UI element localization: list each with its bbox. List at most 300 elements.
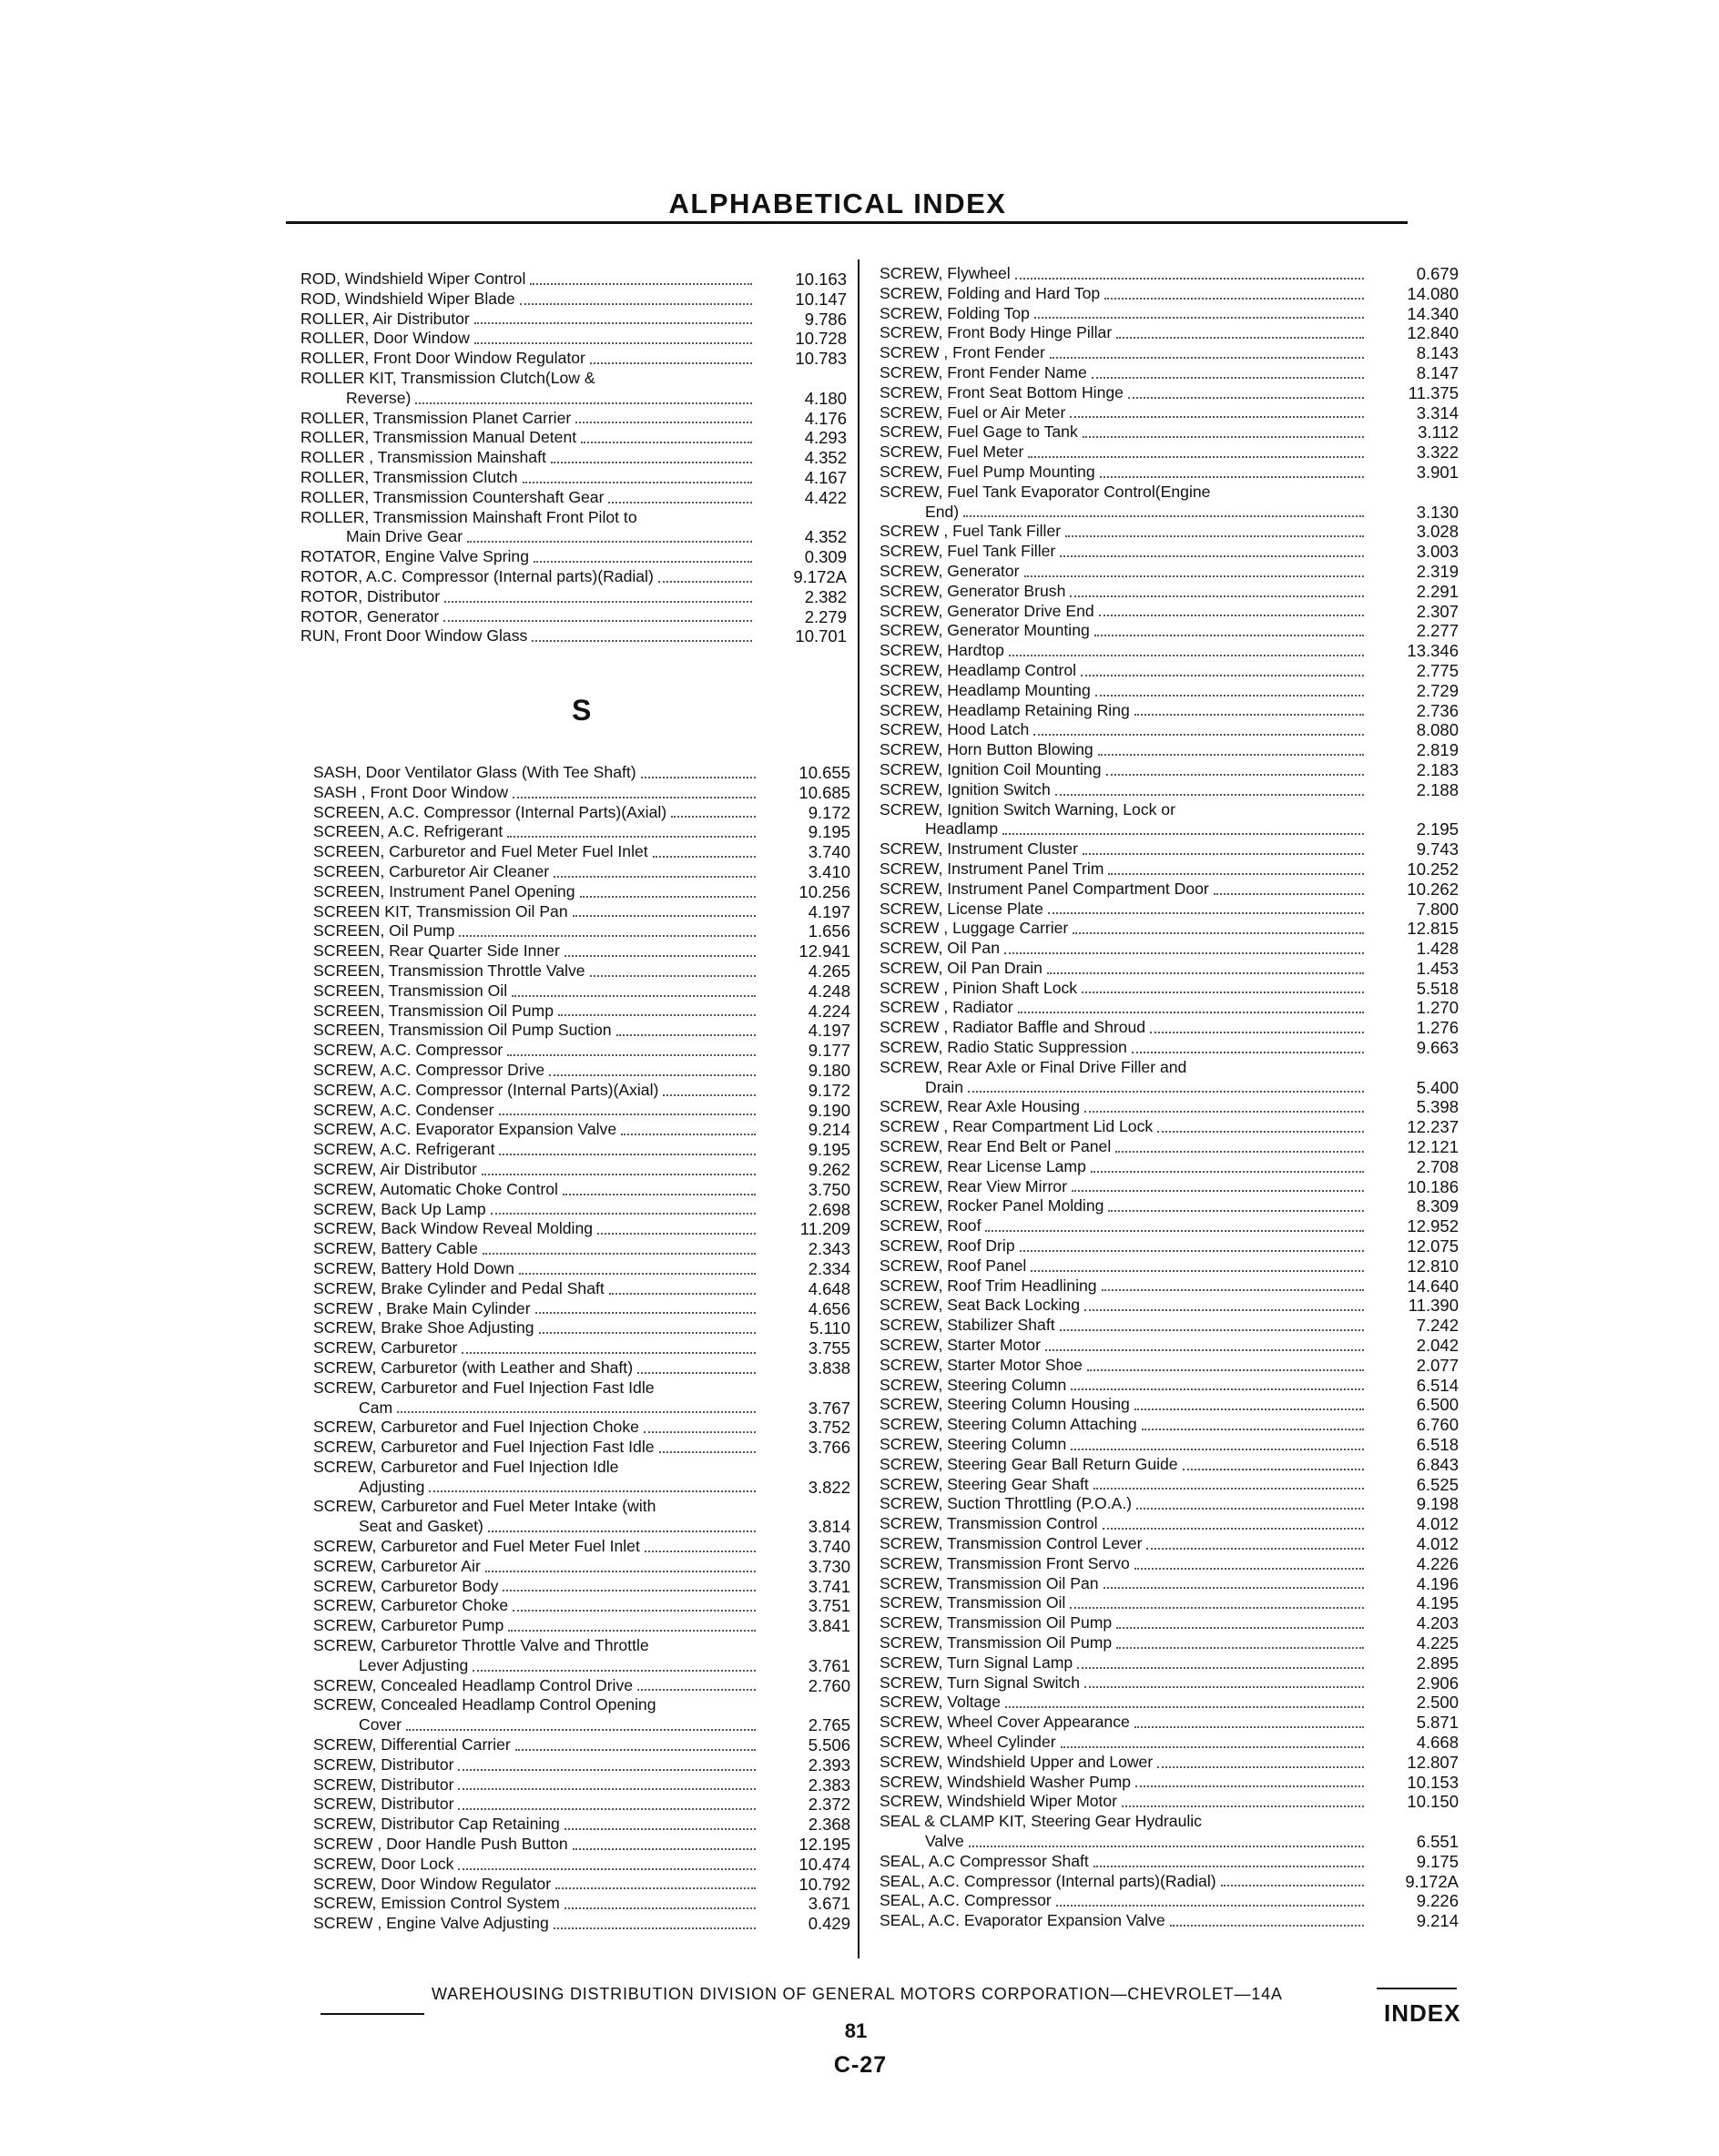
dot-leader [1073,932,1364,934]
index-term: SCREW, Ignition Switch [880,779,1051,798]
index-entry [313,1596,850,1616]
dot-leader [1061,1746,1364,1748]
dot-leader [621,1134,756,1135]
dot-leader [513,797,756,798]
index-term: SCREW, Rear View Mirror [880,1176,1067,1195]
index-entry [313,1894,850,1914]
section-letter: S [572,694,592,727]
dot-leader [575,422,752,423]
dot-leader [644,1431,756,1433]
dot-leader [520,303,752,305]
index-page-ref: 3.822 [808,1477,850,1497]
index-term: SCREW, Carburetor Air [313,1556,481,1575]
index-entry [313,1875,850,1895]
index-entry [313,1695,850,1735]
dot-leader [1106,774,1365,776]
index-page-ref: 8.080 [1416,720,1459,740]
index-page-ref: 6.843 [1416,1454,1459,1474]
index-term: ROTATOR, Engine Valve Spring [300,547,529,566]
dot-leader [1104,298,1364,300]
index-entry [313,882,850,902]
index-term: SCREW, Fuel or Air Meter [880,402,1066,422]
index-term: SCREW, Rear Axle Housing [880,1097,1081,1116]
dot-leader [1157,1766,1364,1768]
index-entry [313,921,850,941]
index-entry [880,740,1459,760]
index-entry [300,270,847,290]
dot-leader [969,1846,1364,1847]
index-entry [313,1755,850,1775]
index-term: ROLLER, Transmission Countershaft Gear [300,487,605,506]
index-page-ref: 6.525 [1416,1474,1459,1494]
index-term: SCREW, License Plate [880,899,1043,918]
index-term: SCREW, Headlamp Retaining Ring [880,700,1130,719]
dot-leader [483,1253,756,1255]
dot-leader [1034,317,1364,319]
index-entry [880,383,1459,403]
index-term: SCREW, Voltage [880,1693,1001,1712]
index-entry [313,1616,850,1636]
dot-leader [1065,535,1364,537]
index-term: SCREW, Ignition Switch Warning, Lock or [880,799,1175,819]
index-term: SEAL, A.C Compressor Shaft [880,1851,1089,1870]
index-page-ref: 2.698 [808,1199,850,1219]
index-term: SCREW, Instrument Cluster [880,839,1079,859]
index-entry [880,1574,1459,1594]
index-term-continuation: Drain [925,1077,964,1096]
index-entry [313,981,850,1002]
index-page-ref: 2.760 [808,1675,850,1695]
index-page-ref: 7.800 [1416,899,1459,919]
dot-leader [1015,278,1364,280]
index-entry [880,1415,1459,1435]
dot-leader [616,1034,756,1036]
index-page-ref: 12.952 [1407,1216,1459,1236]
dot-leader [565,1828,756,1830]
index-entry [300,369,847,409]
index-entry [880,1038,1459,1058]
dot-leader [1024,575,1364,577]
footer-rule-right [1377,1988,1457,1989]
index-entry [313,1438,850,1458]
dot-leader [1031,1270,1364,1272]
index-term: SCREW, Front Body Hinge Pillar [880,323,1113,342]
footer-index-label: INDEX [1384,1999,1461,2027]
index-entry [300,329,847,349]
index-entry [880,403,1459,423]
index-page-ref: 3.003 [1416,542,1459,562]
index-entry [313,1041,850,1061]
dot-leader [1093,1488,1364,1490]
index-term: SCREEN, Transmission Throttle Valve [313,961,585,980]
index-term: SCREW, Front Fender Name [880,362,1087,381]
index-term: ROLLER KIT, Transmission Clutch(Low & [300,368,595,387]
dot-leader [1092,377,1364,379]
dot-leader [1135,1785,1364,1787]
index-term-continuation: Seat and Gasket) [359,1517,483,1536]
index-term: SCREW , Rear Compartment Lid Lock [880,1117,1154,1136]
index-entry [880,1216,1459,1236]
index-term: ROLLER, Door Window [300,329,470,348]
index-entry [313,1299,850,1319]
index-term: SCREW, Carburetor [313,1338,458,1358]
index-term: SCREW, Battery Hold Down [313,1258,514,1277]
index-page-ref: 5.398 [1416,1097,1459,1117]
index-entry [313,1120,850,1140]
index-page-ref: 9.786 [804,309,847,329]
dot-leader [1020,1250,1364,1252]
index-page-ref: 14.340 [1407,303,1459,323]
index-page-ref: 12.237 [1407,1117,1459,1137]
index-entry [880,542,1459,562]
index-term: RUN, Front Door Window Glass [300,626,528,646]
index-page-ref: 9.195 [808,822,850,842]
index-term: SCREW, Differential Carrier [313,1735,511,1754]
dot-leader [1134,1568,1364,1570]
index-term: SCREW, Oil Pan Drain [880,958,1043,977]
index-term: SCREW, Concealed Headlamp Control Opening [313,1695,656,1714]
index-term: SCREW, Roof [880,1216,982,1236]
index-entry [880,1117,1459,1137]
index-page-ref: 2.042 [1416,1336,1459,1356]
index-term: SEAL, A.C. Compressor (Internal parts)(Radial) [880,1871,1216,1890]
dot-leader [1134,1409,1364,1410]
index-page-ref: 4.265 [808,961,850,981]
index-term: SASH , Front Door Window [313,782,509,801]
index-column-left-s [313,763,850,1934]
dot-leader [608,502,752,503]
dot-leader [1103,1528,1364,1530]
dot-leader [1142,1429,1364,1430]
index-entry [880,1633,1459,1653]
dot-leader [653,856,756,858]
index-term: SCREW, Battery Cable [313,1239,478,1258]
index-entry [880,1475,1459,1495]
dot-leader [1132,1052,1364,1053]
index-term: SCREW, Wheel Cylinder [880,1732,1056,1751]
index-page-ref: 4.422 [804,487,847,507]
section-number: C-27 [833,2052,888,2078]
dot-leader [1095,695,1364,697]
index-term: SCREW, Fuel Tank Filler [880,542,1056,561]
index-entry [313,1795,850,1815]
dot-leader [499,1114,757,1115]
index-page-ref: 13.346 [1407,641,1459,661]
index-term: SCREEN, Carburetor and Fuel Meter Fuel Inlet [313,842,648,861]
dot-leader [1091,1171,1364,1173]
index-term: SCREW, Transmission Front Servo [880,1553,1130,1572]
index-entry [313,1497,850,1537]
index-page-ref: 1.453 [1416,958,1459,978]
dot-leader [444,601,752,603]
index-term: SCREW, Brake Shoe Adjusting [313,1318,534,1337]
index-term: SEAL & CLAMP KIT, Steering Gear Hydraulic [880,1812,1202,1831]
dot-leader [534,561,752,563]
index-page-ref: 3.838 [808,1358,850,1378]
index-term: ROLLER, Transmission Mainshaft Front Pilot to [300,507,637,526]
index-page-ref: 3.814 [808,1517,850,1537]
index-entry [300,508,847,548]
dot-leader [473,1670,756,1672]
index-entry [880,720,1459,740]
index-page-ref: 3.741 [808,1576,850,1596]
index-entry [880,582,1459,602]
dot-leader [539,1332,756,1334]
dot-leader [1108,873,1364,875]
index-term: SCREW, Emission Control System [313,1894,560,1913]
index-page-ref: 2.729 [1416,680,1459,700]
dot-leader [523,482,752,483]
dot-leader [467,541,752,543]
index-page-ref: 12.075 [1407,1236,1459,1256]
index-page-ref: 9.743 [1416,839,1459,859]
index-term: SCREW, Instrument Panel Compartment Door [880,879,1209,898]
index-page-ref: 4.167 [804,467,847,487]
index-term: SCREEN, Instrument Panel Opening [313,881,575,900]
index-page-ref: 10.147 [795,289,847,309]
index-term: SCREW, Transmission Oil Pan [880,1573,1099,1592]
dot-leader [580,896,756,898]
dot-leader [508,1630,756,1632]
index-term: SCREEN, A.C. Compressor (Internal Parts)(Axial) [313,802,667,821]
index-entry [313,1200,850,1220]
index-term: SCREEN KIT, Transmission Oil Pan [313,901,568,920]
index-term: ROD, Windshield Wiper Blade [300,289,515,308]
index-term: SCREW , Luggage Carrier [880,919,1069,938]
dot-leader [1018,1012,1364,1013]
index-entry [300,310,847,330]
index-page-ref: 2.343 [808,1239,850,1259]
index-page-ref: 2.383 [808,1775,850,1795]
index-term-continuation: Reverse) [346,388,412,407]
index-entry [880,1177,1459,1197]
index-page-ref: 2.319 [1416,561,1459,581]
index-term: SCREW, A.C. Condenser [313,1100,494,1119]
index-entry [880,1058,1459,1098]
dot-leader [1033,734,1364,736]
index-page-ref: 3.761 [808,1655,850,1675]
dot-leader [555,1887,756,1889]
dot-leader [1050,357,1364,359]
dot-leader [1048,912,1364,914]
index-term: ROD, Windshield Wiper Control [300,270,526,288]
index-entry [880,900,1459,920]
dot-leader [415,402,752,404]
index-page-ref: 5.518 [1416,978,1459,998]
dot-leader [1083,853,1364,855]
dot-leader [482,1174,756,1175]
index-page-ref: 10.783 [795,349,847,369]
index-page-ref: 5.871 [1416,1713,1459,1733]
index-term: SCREW, Automatic Choke Control [313,1179,558,1198]
index-entry [880,1753,1459,1773]
index-entry [880,1852,1459,1872]
index-page-ref: 2.368 [808,1815,850,1835]
dot-leader [1116,337,1364,339]
dot-leader [1072,1190,1364,1192]
index-term: SCREW, Hardtop [880,641,1004,660]
index-term: SASH, Door Ventilator Glass (With Tee Shaft) [313,763,636,781]
index-term: SCREW, Windshield Wiper Motor [880,1792,1118,1811]
index-term: SCREW, Transmission Oil Pump [880,1632,1113,1652]
index-term: SCREW, Steering Column [880,1375,1067,1394]
index-entry [313,1279,850,1299]
index-entry [313,941,850,961]
index-entry [880,1713,1459,1733]
index-entry [880,919,1459,939]
index-term: SCREW, Hood Latch [880,720,1030,739]
index-page-ref: 1.276 [1416,1018,1459,1038]
dot-leader [485,1571,756,1572]
dot-leader [1084,1309,1364,1311]
index-term-continuation: Cam [359,1398,393,1417]
index-page-ref: 9.177 [808,1041,850,1061]
dot-leader [1070,416,1364,418]
index-entry [880,522,1459,542]
index-term: SCREW, Distributor [313,1754,454,1774]
dot-leader [1070,595,1364,597]
index-term: SCREW, Transmission Control Lever [880,1534,1143,1552]
index-page-ref: 2.765 [808,1715,850,1735]
index-term: SEAL, A.C. Compressor [880,1891,1052,1910]
index-term: SCREW, Steering Column Housing [880,1395,1130,1414]
index-term: SCREEN, Carburetor Air Cleaner [313,861,550,880]
index-page-ref: 9.663 [1416,1038,1459,1058]
index-page-ref: 12.840 [1407,323,1459,343]
dot-leader [458,1808,756,1810]
dot-leader [499,1154,756,1155]
index-entry [313,1021,850,1041]
index-entry [880,1236,1459,1256]
dot-leader [458,1769,756,1771]
dot-leader [1116,1627,1364,1629]
index-term: SCREW, Carburetor Pump [313,1616,504,1635]
index-page-ref: 3.314 [1416,402,1459,422]
dot-leader [458,1788,756,1790]
index-page-ref: 2.736 [1416,700,1459,720]
index-term: SCREW, Suction Throttling (P.O.A.) [880,1494,1133,1513]
index-entry [880,304,1459,324]
dot-leader [1055,794,1364,796]
index-term: SCREW, Instrument Panel Trim [880,859,1104,878]
index-entry [880,1733,1459,1753]
index-entry [313,1061,850,1081]
index-page-ref: 4.197 [808,901,850,921]
index-term: SCREW, Flywheel [880,264,1011,282]
dot-leader [637,1689,756,1691]
index-term: SCREW, Brake Cylinder and Pedal Shaft [313,1278,605,1297]
dot-leader [513,1610,756,1612]
dot-leader [1060,555,1364,557]
index-term: SCREW, A.C. Compressor [313,1041,503,1060]
index-page-ref: 8.147 [1416,362,1459,382]
index-page-ref: 2.077 [1416,1355,1459,1375]
index-entry [880,1773,1459,1793]
index-page-ref: 4.180 [804,388,847,408]
dot-leader [1100,476,1364,478]
index-entry [313,822,850,842]
index-page-ref: 14.080 [1407,283,1459,303]
index-entry [880,1018,1459,1038]
index-term: SCREW, A.C. Compressor Drive [313,1060,545,1079]
index-entry [300,607,847,627]
dot-leader [1146,1548,1364,1550]
dot-leader [565,1907,756,1909]
index-term: SCREW, Turn Signal Lamp [880,1653,1073,1672]
index-term: SCREW, Headlamp Mounting [880,680,1091,699]
index-term: SCREEN, Oil Pump [313,921,455,941]
index-entry [313,1358,850,1378]
index-page-ref: 2.279 [804,606,847,626]
dot-leader [554,1927,756,1929]
index-page-ref: 9.214 [808,1120,850,1140]
index-entry [880,483,1459,523]
dot-leader [671,816,756,818]
dot-leader [637,1372,756,1374]
dot-leader [488,1531,756,1532]
index-page-ref: 3.767 [808,1398,850,1418]
index-entry [880,1812,1459,1852]
index-entry [880,1196,1459,1216]
index-entry [880,839,1459,859]
index-term: SCREW, Rear End Belt or Panel [880,1137,1112,1156]
index-page-ref: 9.172 [808,1080,850,1100]
index-page-ref: 3.750 [808,1179,850,1199]
index-page-ref: 2.334 [808,1258,850,1278]
dot-leader [1077,1667,1364,1669]
index-page-ref: 3.740 [808,842,850,862]
dot-leader [1084,1111,1364,1113]
index-page-ref: 4.352 [804,448,847,468]
index-page-ref: 5.110 [809,1318,850,1338]
index-page-ref: 4.248 [808,981,850,1001]
index-entry [880,1673,1459,1693]
dot-leader [1157,1131,1364,1133]
index-entry [880,979,1459,999]
index-term: SCREW, Roof Panel [880,1256,1027,1275]
index-page-ref: 4.648 [808,1278,850,1298]
index-term: SCREW, Generator Mounting [880,621,1090,640]
dot-leader [1002,833,1364,835]
index-term: SCREW, Windshield Upper and Lower [880,1752,1154,1771]
dot-leader [503,1590,756,1592]
index-term: ROTOR, Generator [300,606,440,625]
index-page-ref: 3.112 [1418,422,1459,442]
index-entry [313,1458,850,1498]
index-entry [880,959,1459,979]
index-page-ref: 12.195 [798,1835,850,1855]
index-entry [880,562,1459,582]
index-page-ref: 9.172A [793,566,847,586]
dot-leader [474,342,752,344]
dot-leader [641,777,756,778]
index-entry [313,1318,850,1338]
index-page-ref: 2.188 [1416,779,1459,799]
index-page-ref: 12.941 [798,941,850,961]
index-page-ref: 3.671 [808,1894,850,1914]
index-page-ref: 11.209 [799,1219,850,1239]
index-term: SCREW , Engine Valve Adjusting [313,1914,549,1933]
index-page-ref: 11.390 [1408,1296,1459,1316]
index-page-ref: 4.012 [1416,1514,1459,1534]
index-term: SCREW, Carburetor Body [313,1576,499,1595]
index-term: SCREW, Distributor Cap Retaining [313,1815,560,1834]
dot-leader [1104,1587,1364,1589]
index-entry [880,1554,1459,1574]
dot-leader [1009,655,1364,656]
dot-leader [1134,714,1364,716]
dot-leader [474,322,752,324]
